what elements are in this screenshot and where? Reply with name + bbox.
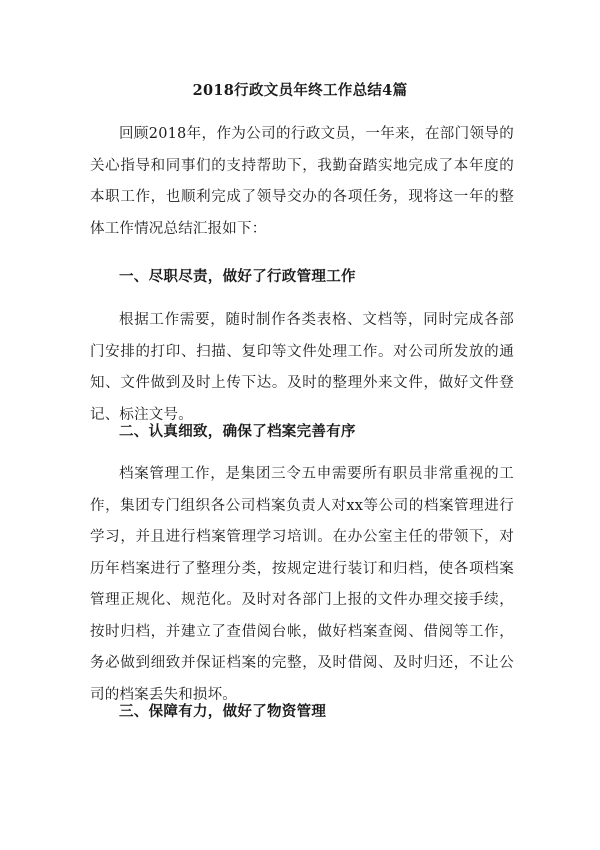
section-1-paragraph: 根据工作需要，随时制作各类表格、文档等，同时完成各部门安排的打印、扫描、复印等文件处理工作。对公司所发放的通知、文件做到及时上传下达。及时的整理外来文件，做好文件登记、标注文号。 [90, 312, 514, 423]
section-1-heading: 一、尽职尽责，做好了行政管理工作 [119, 268, 356, 285]
document-title: 2018行政文员年终工作总结4篇 [192, 82, 408, 99]
intro-paragraph: 回顾2018年，作为公司的行政文员，一年来，在部门领导的关心指导和同事们的支持帮助下，我勤奋踏实地完成了本年度的本职工作，也顺利完成了领导交办的各项任务，现将这一年的整体工作情况总结汇报如下： [90, 126, 514, 237]
section-3-heading: 三、保障有力，做好了物资管理 [119, 703, 327, 720]
section-2-heading: 二、认真细致，确保了档案完善有序 [119, 423, 356, 440]
section-2-paragraph: 档案管理工作，是集团三令五申需要所有职员非常重视的工作，集团专门组织各公司档案负责人对xx等公司的档案管理进行学习，并且进行档案管理学习培训。在办公室主任的带领下，对历年档案进行了整理分类，按规定进行装订和归档，使各项档案管理正规化、规范化。及时对各部门上报的文件办理交接手续，按时归档，并建立了查借阅台帐，做好档案查阅、借阅等工作，务必做到细致并保证档案的完整，及时借阅、及时归还，不让公司的档案丢失和损坏。 [90, 466, 514, 703]
